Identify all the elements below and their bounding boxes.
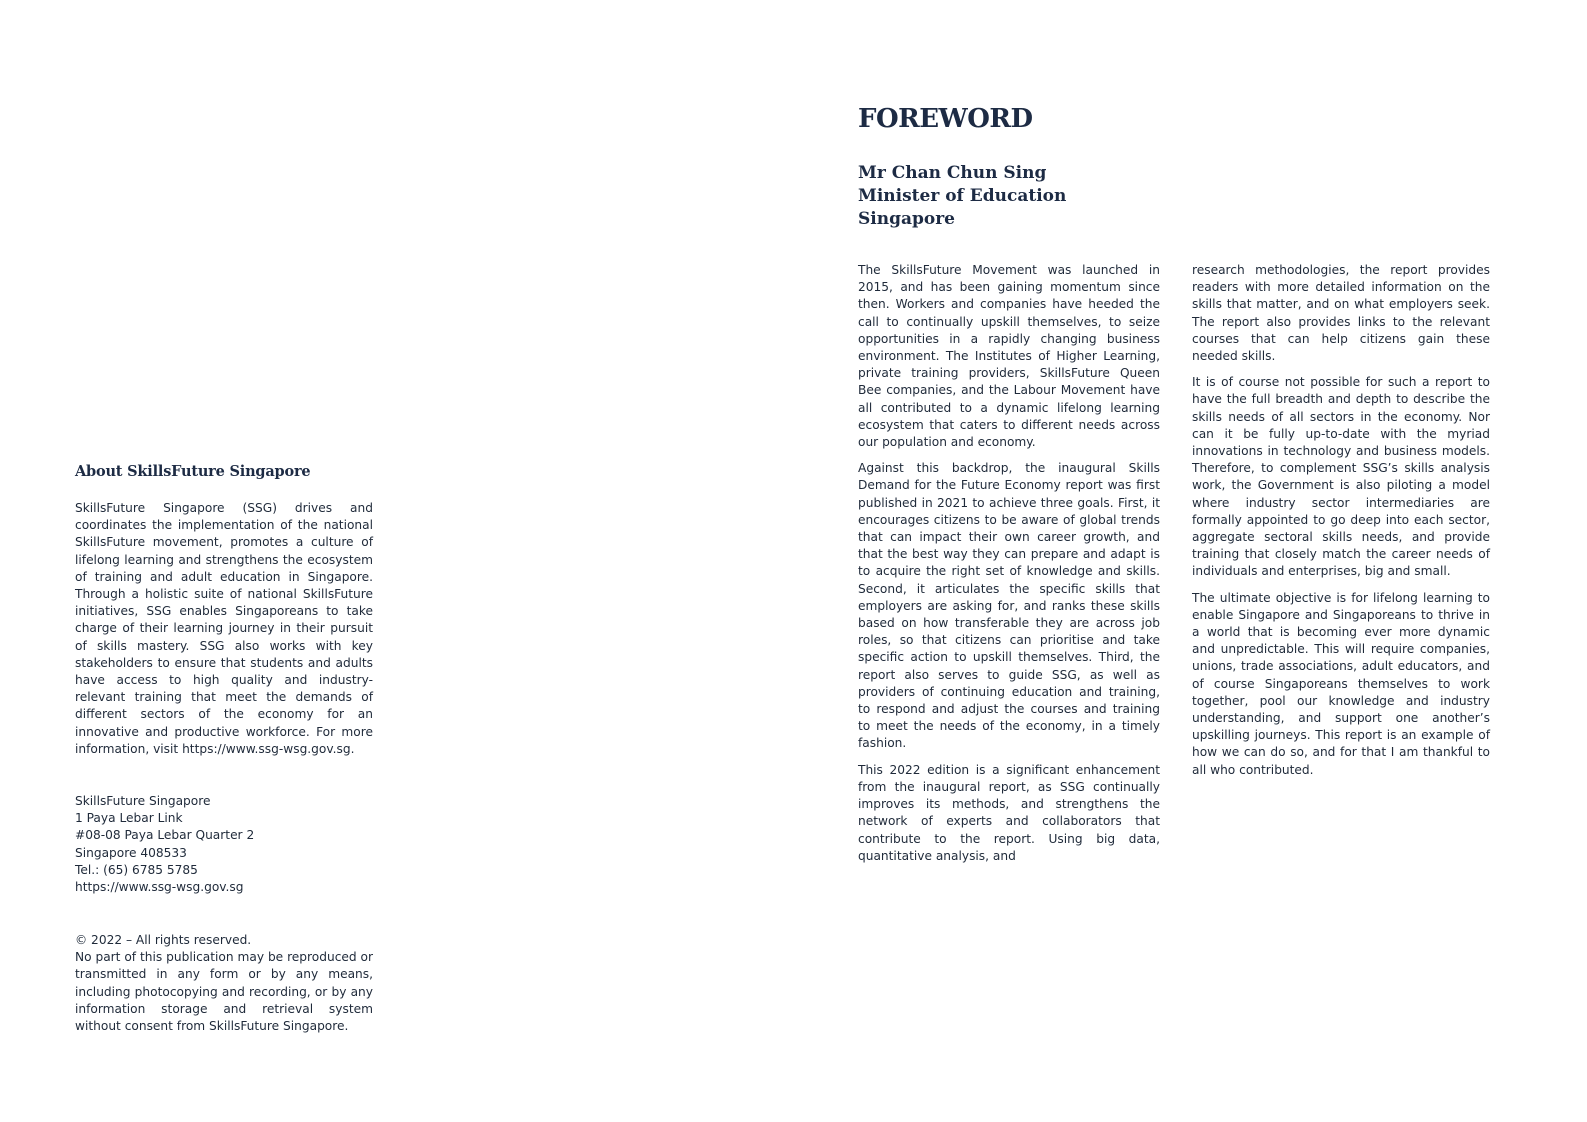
address-block <box>75 793 373 896</box>
foreword-paragraph: This 2022 edition is a significant enhancement from the inaugural report, as SSG continually improves its methods, and strengthens the network of experts and collaborators that contribute to the report. Using big data, quantitative analysis, and <box>858 762 1160 863</box>
foreword-paragraph: The SkillsFuture Movement was launched in 2015, and has been gaining momentum since then. Workers and companies have heeded the call to continually upskill themselves, to seize opportunities in a rapidly changing business environment. The Institutes of Higher Learning, private training providers, SkillsFuture Queen Bee companies, and the Labour Movement have all contributed to a dynamic lifelong learning ecosystem that caters to different needs across our population and economy. <box>858 263 1160 450</box>
foreword-column-2 <box>1192 262 1490 788</box>
foreword-paragraph: The ultimate objective is for lifelong learning to enable Singapore and Singaporeans to thrive in a world that is becoming ever more dynamic and unpredictable. This will require companies, unions, trade associations, adult educators, and of course Singaporeans themselves to work together, pool our knowledge and industry understanding, and support one another’s upskilling journeys. This report is an example of how we can do so, and for that I am thankful to all who contributed. <box>1192 590 1490 777</box>
address-line: Singapore 408533 <box>75 845 187 860</box>
about-body: SkillsFuture Singapore (SSG) drives and coordinates the implementation of the national SkillsFuture movement, promotes a culture of lifelong learning and strengthens the ecosystem of training and adult education in Singapore. Through a holistic suite of national SkillsFuture initiatives, SSG enables Singaporeans to take charge of their learning journey in their pursuit of skills mastery. SSG also works with key stakeholders to ensure that students and adults have access to high quality and industry-relevant training that meet the demands of different sectors of the economy for an innovative and productive workforce. For more information, visit https://www.ssg-wsg.gov.sg. <box>75 501 373 756</box>
author-role: Minister of Education <box>858 186 1067 206</box>
rights-block <box>75 932 373 1035</box>
foreword-paragraph: Against this backdrop, the inaugural Skills Demand for the Future Economy report was first published in 2021 to achieve three goals. First, it encourages citizens to be aware of global trends that can impact their own career growth, and that the best way they can prepare and adapt is to acquire the right set of knowledge and skills. Second, it articulates the specific skills that employers are asking for, and ranks these skills based on how transferable they are across job roles, so that citizens can prioritise and take specific action to upskill themselves. Third, the report also serves to guide SSG, as well as providers of continuing education and training, to respond and adjust the courses and training to meet the needs of the economy, in a timely fashion. <box>858 461 1160 751</box>
author-country: Singapore <box>858 209 955 229</box>
foreword-column-1 <box>858 262 1160 874</box>
rights-notice: No part of this publication may be reproduced or transmitted in any form or by any means, including photocopying and recording, or by any information storage and retrieval system without consent from SkillsFuture Singapore. <box>75 950 373 1034</box>
foreword-paragraph: It is of course not possible for such a report to have the full breadth and depth to describe the skills needs of all sectors in the economy. Nor can it be fully up-to-date with the myriad innovations in technology and business models. Therefore, to complement SSG’s skills analysis work, the Government is also piloting a model where industry sector intermediaries are formally appointed to go deep into each sector, aggregate sectoral skills needs, and provide training that closely match the career needs of individuals and enterprises, big and small. <box>1192 375 1490 579</box>
author-block <box>858 162 1066 231</box>
address-line: #08-08 Paya Lebar Quarter 2 <box>75 828 255 843</box>
author-name: Mr Chan Chun Sing <box>858 163 1047 183</box>
about-heading: About SkillsFuture Singapore <box>75 463 311 480</box>
address-line: Tel.: (65) 6785 5785 <box>75 862 198 877</box>
address-line: https://www.ssg-wsg.gov.sg <box>75 880 244 895</box>
address-line: SkillsFuture Singapore <box>75 794 211 808</box>
page-title: FOREWORD <box>858 104 1033 134</box>
copyright-line: © 2022 – All rights reserved. <box>75 933 252 947</box>
address-line: 1 Paya Lebar Link <box>75 811 183 826</box>
foreword-paragraph: research methodologies, the report provides readers with more detailed information on the skills that matter, and on what employers seek. The report also provides links to the relevant courses that can help citizens gain these needed skills. <box>1192 263 1490 364</box>
